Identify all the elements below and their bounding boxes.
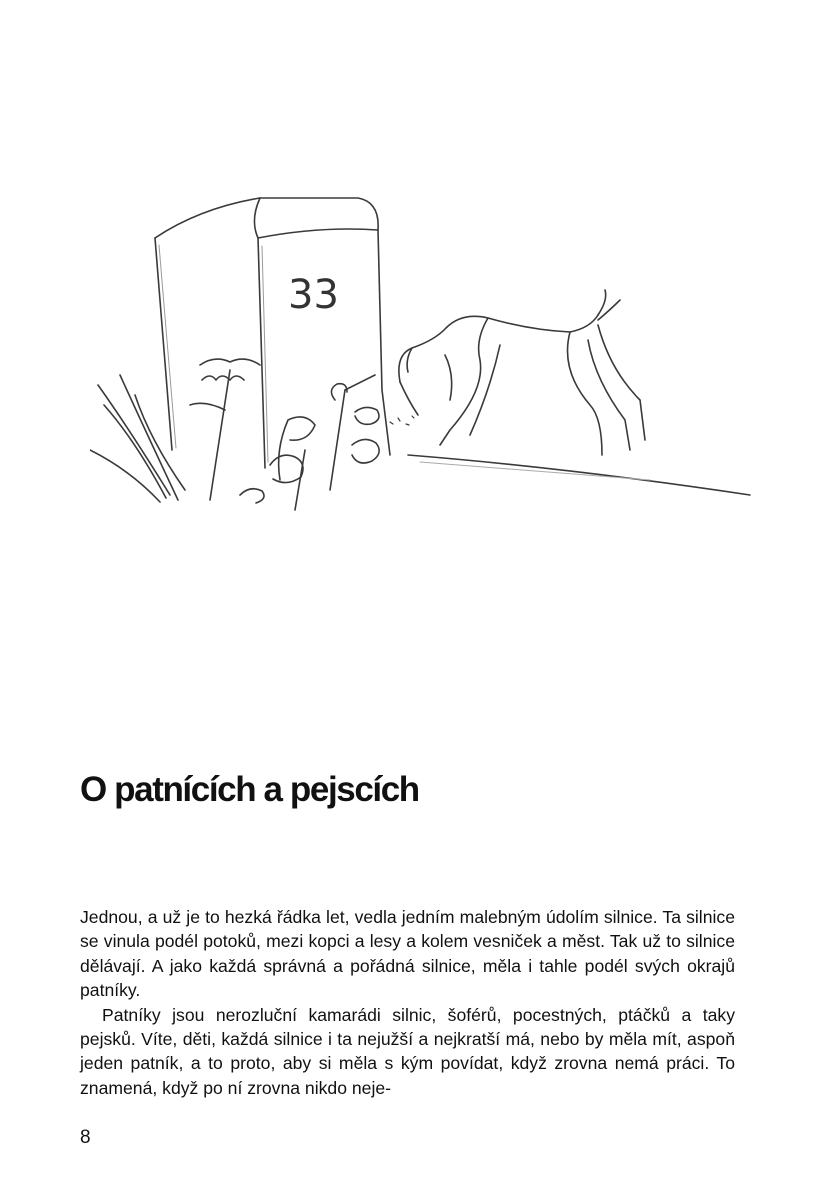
milestone-dog-illustration xyxy=(90,150,760,530)
body-text xyxy=(80,905,735,1100)
milestone xyxy=(155,198,390,468)
road-edge xyxy=(408,455,750,495)
paragraph: Jednou, a už je to hezká řádka let, vedla jedním malebným údolím silnice. Ta silnice se vinula podél potoků, mezi kopci a lesy a kolem vesniček a měst. Tak už to silnice dělávají. A jako každá správná a pořádná silnice, měla i tahle podél svých okrajů patníky. xyxy=(80,907,735,1001)
paragraph: Patníky jsou nerozluční kamarádi silnic, šoférů, pocestných, ptáčků a taky pejsků. Víte, děti, každá silnice i ta nejužší a nejkratší má, nebo by měla mít, aspoň jeden patník, a to proto, aby si měla s kým povídat, když zrovna nemá práci. To znamená, když po ní zrovna nikdo neje- xyxy=(80,1004,735,1098)
dog xyxy=(399,290,645,455)
milestone-number: 33 xyxy=(288,272,339,318)
flowers xyxy=(190,359,379,510)
page-number: 8 xyxy=(80,1127,91,1148)
chapter-title: O patnících a pejscích xyxy=(80,770,419,809)
pencil-drawing xyxy=(90,150,760,530)
